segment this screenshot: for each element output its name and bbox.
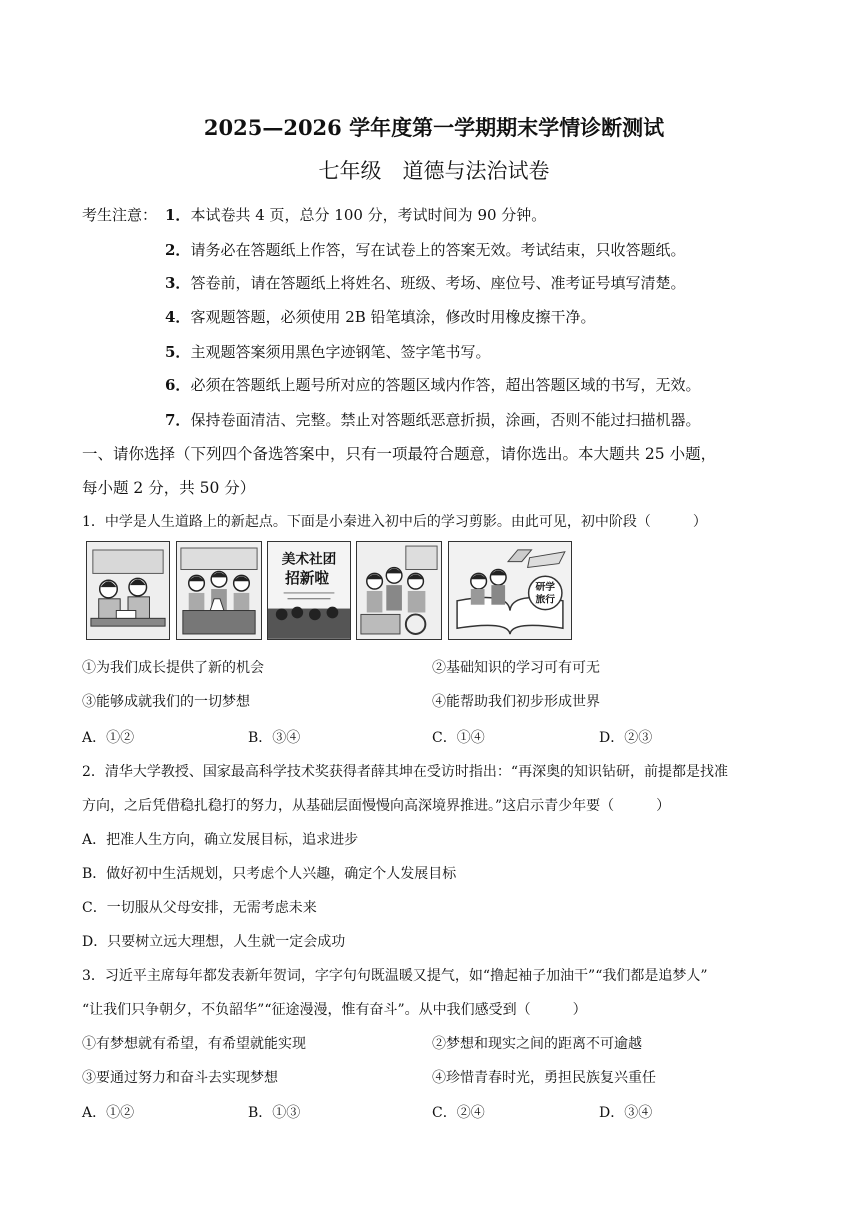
study-scene-illustration bbox=[86, 541, 170, 640]
answer-choice: A．①② bbox=[82, 1105, 135, 1121]
notice-text: 答卷前，请在答题纸上将姓名、班级、考场、座位号、准考证号填写清楚。 bbox=[190, 274, 686, 292]
option-item: ①有梦想就有希望，有希望就能实现 bbox=[82, 1036, 306, 1052]
option-item: ③能够成就我们的一切梦想 bbox=[82, 694, 250, 710]
section-heading-line2: 每小题 2 分，共 50 分） bbox=[82, 479, 256, 497]
notice-text: 本试卷共 4 页，总分 100 分，考试时间为 90 分钟。 bbox=[190, 206, 547, 224]
experiment-scene-illustration bbox=[176, 541, 262, 640]
badge-line-1: 研学 bbox=[535, 582, 556, 594]
answer-choice: C．①④ bbox=[432, 730, 485, 746]
notice-item bbox=[165, 375, 700, 395]
volunteer-scene-illustration bbox=[356, 541, 442, 640]
notice-item bbox=[165, 273, 685, 293]
exam-subtitle: 七年级 道德与法治试卷 bbox=[318, 159, 550, 183]
notice-number: 7． bbox=[165, 411, 191, 429]
section-heading-line1: 一、请你选择（下列四个备选答案中，只有一项最符合题意，请你选出。本大题共 25 小题， bbox=[82, 445, 717, 463]
question-2-stem-line2: 方向，之后凭借稳扎稳打的努力，从基础层面慢慢向高深境界推进。”这启示青少年要（ ） bbox=[82, 798, 671, 814]
answer-choice: B．①③ bbox=[248, 1105, 301, 1121]
answer-choice: A．把准人生方向，确立发展目标，追求进步 bbox=[82, 832, 359, 848]
notice-label: 考生注意： bbox=[82, 206, 158, 224]
option-item: ①为我们成长提供了新的机会 bbox=[82, 660, 264, 676]
option-item: ②梦想和现实之间的距离不可逾越 bbox=[432, 1036, 642, 1052]
study-trip-book-illustration bbox=[448, 541, 572, 640]
poster-line-2: 招新啦 bbox=[285, 570, 329, 588]
answer-choice: B．做好初中生活规划，只考虑个人兴趣，确定个人发展目标 bbox=[82, 866, 457, 882]
question-3-stem-line1: 3．习近平主席每年都发表新年贺词，字字句句既温暖又提气，如“撸起袖子加油干”“我们都是追梦人” bbox=[82, 968, 708, 984]
notice-number: 4． bbox=[165, 308, 191, 326]
notice-item bbox=[165, 342, 490, 362]
option-item: ④能帮助我们初步形成世界 bbox=[432, 694, 600, 710]
answer-choice: C．一切服从父母安排，无需考虑未来 bbox=[82, 900, 317, 916]
notice-number: 6． bbox=[165, 376, 191, 394]
answer-choice: D．③④ bbox=[599, 1105, 653, 1121]
notice-text: 主观题答案须用黑色字迹钢笔、签字笔书写。 bbox=[190, 343, 491, 361]
notice-number: 5． bbox=[165, 343, 191, 361]
notice-text: 必须在答题纸上题号所对应的答题区域内作答，超出答题区域的书写，无效。 bbox=[190, 376, 701, 394]
answer-choice: A．①② bbox=[82, 730, 135, 746]
notice-item bbox=[165, 240, 685, 260]
answer-choice: B．③④ bbox=[248, 730, 301, 746]
notice-text: 客观题答题，必须使用 2B 铅笔填涂，修改时用橡皮擦干净。 bbox=[190, 308, 596, 326]
notice-item bbox=[165, 205, 546, 225]
answer-choice: C．②④ bbox=[432, 1105, 485, 1121]
question-1-stem: 1．中学是人生道路上的新起点。下面是小秦进入初中后的学习剪影。由此可见，初中阶段（ ） bbox=[82, 514, 707, 530]
question-2-stem-line1: 2．清华大学教授、国家最高科学技术奖获得者薛其坤在受访时指出：“再深奥的知识钻研，前提都是找准 bbox=[82, 764, 729, 780]
notice-number: 2． bbox=[165, 241, 191, 259]
notice-text: 请务必在答题纸上作答，写在试卷上的答案无效。考试结束，只收答题纸。 bbox=[190, 241, 686, 259]
answer-choice: D．②③ bbox=[599, 730, 653, 746]
exam-title: 2025—2026 学年度第一学期期末学情诊断测试 bbox=[203, 115, 665, 140]
notice-item bbox=[165, 307, 596, 327]
notice-item bbox=[165, 410, 700, 430]
poster-line-1: 美术社团 bbox=[281, 551, 337, 568]
notice-number: 1． bbox=[165, 206, 191, 224]
notice-number: 3． bbox=[165, 274, 191, 292]
option-item: ②基础知识的学习可有可无 bbox=[432, 660, 600, 676]
option-item: ④珍惜青春时光，勇担民族复兴重任 bbox=[432, 1070, 656, 1086]
option-item: ③要通过努力和奋斗去实现梦想 bbox=[82, 1070, 278, 1086]
art-club-poster-illustration bbox=[267, 541, 351, 640]
notice-text: 保持卷面清洁、完整。禁止对答题纸恶意折损，涂画，否则不能过扫描机器。 bbox=[190, 411, 701, 429]
badge-line-2: 旅行 bbox=[535, 594, 556, 606]
question-3-stem-line2: “让我们只争朝夕，不负韶华”“征途漫漫，惟有奋斗”。从中我们感受到（ ） bbox=[82, 1002, 587, 1018]
answer-choice: D．只要树立远大理想，人生就一定会成功 bbox=[82, 934, 346, 950]
